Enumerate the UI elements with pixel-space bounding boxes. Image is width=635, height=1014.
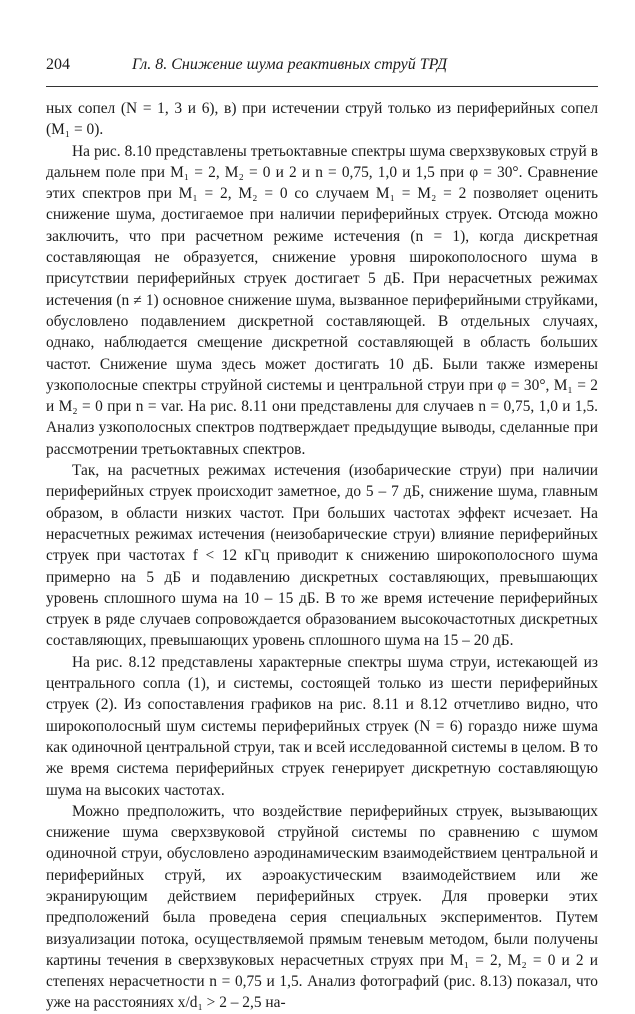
book-page	[46, 56, 598, 1014]
page-number: 204	[46, 56, 70, 73]
paragraph-continuation: ных сопел (N = 1, 3 и 6), в) при истечении струй только из периферийных сопел (M₁ = 0).	[46, 100, 598, 139]
page-body	[46, 98, 598, 1014]
running-header	[46, 56, 598, 87]
paragraph: Так, на расчетных режимах истечения (изобарические струи) при наличии периферийных струек происходит заметное, до 5 – 7 дБ, снижение шума, главным образом, в области низких частот. При больших частотах эффект исчезает. На нерасчетных режимах истечения (неизобарические струи) влияние периферийных струек при частотах f < 12 кГц приводит к снижению широкополосного шума примерно на 5 дБ и подавлению дискретных составляющих, превышающих уровень сплошного шума на 10 – 15 дБ. В то же время истечение периферийных струек в ряде случаев сопровождается образованием высокочастотных дискретных составляющих, превышающих уровень сплошного шума на 15 – 20 дБ.	[46, 462, 598, 650]
paragraph: Можно предположить, что воздействие периферийных струек, вызывающих снижение шума сверхзвуковой струйной системы по сравнению с шумом одиночной струи, обусловлено аэродинамическим взаимодействием центральной и периферийных струй, их аэроакустическим взаимодействием или же экранирующим действием периферийных струек. Для проверки этих предположений была проведена серия специальных экспериментов. Путем визуализации потока, осуществляемой прямым теневым методом, были получены картины течения в сверхзвуковых нерасчетных струях при M₁ = 2, M₂ = 0 и 2 и степенях нерасчетности n = 0,75 и 1,5. Анализ фотографий (рис. 8.13) показал, что уже на расстояниях x/d₁ > 2 – 2,5 на-	[46, 802, 598, 1012]
paragraph: На рис. 8.10 представлены третьоктавные спектры шума сверхзвуковых струй в дальнем поле при M₁ = 2, M₂ = 0 и 2 и n = 0,75, 1,0 и 1,5 при φ = 30°. Сравнение этих спектров при M₁ = 2, M₂ = 0 со случаем M₁ = M₂ = 2 позволяет оценить снижение шума, достигаемое при наличии периферийных струек. Отсюда можно заключить, что при расчетном режиме истечения (n = 1), когда дискретная составляющая не образуется, снижение уровня широкополосного шума в присутствии периферийных струек достигает 5 дБ. При нерасчетных режимах истечения (n ≠ 1) основное снижение шума, вызванное периферийными струйками, обусловлено подавлением дискретной составляющей. В отдельных случаях, однако, наблюдается смещение дискретной составляющей в область больших частот. Снижение шума здесь может достигать 10 дБ. Были также измерены узкополосные спектры струйной системы и центральной струи при φ = 30°, M₁ = 2 и M₂ = 0 при n = var. На рис. 8.11 они представлены для случаев n = 0,75, 1,0 и 1,5. Анализ узкополосных спектров подтверждает предыдущие выводы, сделанные при рассмотрении третьоктавных спектров.	[46, 142, 598, 458]
running-title: Гл. 8. Снижение шума реактивных струй ТРД	[132, 56, 447, 73]
paragraph: На рис. 8.12 представлены характерные спектры шума струи, истекающей из центрального сопла (1), и системы, состоящей только из шести периферийных струек (2). Из сопоставления графиков на рис. 8.11 и 8.12 отчетливо видно, что широкополосный шум системы периферийных струек (N = 6) гораздо ниже шума как одиночной центральной струи, так и всей исследованной системы в целом. В то же время система периферийных струек генерирует дискретную составляющую шума на высоких частотах.	[46, 653, 598, 799]
